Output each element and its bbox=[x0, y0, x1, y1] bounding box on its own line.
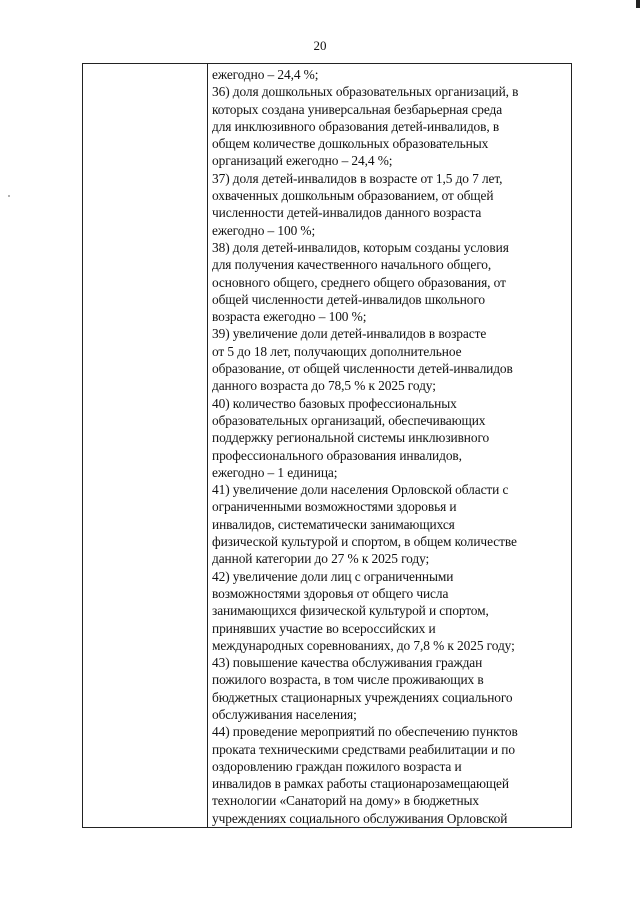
text-line: для получения качественного начального общего, bbox=[212, 257, 492, 273]
text-line: возраста ежегодно – 100 %; bbox=[212, 309, 367, 325]
text-line: охваченных дошкольным образованием, от общей bbox=[212, 188, 494, 204]
document-table bbox=[82, 63, 572, 828]
text-line: инвалидов, систематически занимающихся bbox=[212, 516, 455, 532]
text-line: бюджетных стационарных учреждениях социального bbox=[212, 689, 513, 705]
text-line: международных соревнованиях, до 7,8 % к 2025 году; bbox=[212, 637, 515, 653]
text-line: данной категории до 27 % к 2025 году; bbox=[212, 551, 430, 567]
scan-edge-mark bbox=[636, 0, 640, 8]
table-left-cell bbox=[83, 64, 208, 827]
text-line: 44) проведение мероприятий по обеспечению пунктов bbox=[212, 724, 518, 740]
text-line: организаций ежегодно – 24,4 %; bbox=[212, 153, 393, 169]
text-line: от 5 до 18 лет, получающих дополнительное bbox=[212, 343, 462, 359]
text-line: проката техническими средствами реабилитации и по bbox=[212, 741, 515, 757]
text-line: численности детей-инвалидов данного возраста bbox=[212, 205, 482, 221]
text-line: технологии «Санаторий на дому» в бюджетных bbox=[212, 793, 480, 809]
text-line: принявших участие во всероссийских и bbox=[212, 620, 436, 636]
text-line: 42) увеличение доли лиц с ограниченными bbox=[212, 568, 454, 584]
text-line: возможностями здоровья от общего числа bbox=[212, 585, 449, 601]
page-number: 20 bbox=[313, 38, 327, 53]
text-line: обслуживания населения; bbox=[212, 706, 357, 722]
text-line: для инклюзивного образования детей-инвалидов, в bbox=[212, 118, 500, 134]
text-line: инвалидов в рамках работы стационарозамещающей bbox=[212, 776, 509, 792]
text-line: основного общего, среднего общего образования, от bbox=[212, 274, 506, 290]
text-line: ежегодно – 24,4 %; bbox=[212, 67, 319, 82]
text-line: поддержку региональной системы инклюзивного bbox=[212, 430, 490, 446]
text-line: 40) количество базовых профессиональных bbox=[212, 395, 457, 411]
text-line: образование, от общей численности детей-инвалидов bbox=[212, 361, 513, 377]
text-line: ограниченными возможностями здоровья и bbox=[212, 499, 457, 515]
text-line: общей численности детей-инвалидов школьного bbox=[212, 291, 486, 307]
text-line: общем количестве дошкольных образовательных bbox=[212, 136, 489, 152]
text-line: оздоровлению граждан пожилого возраста и bbox=[212, 758, 462, 774]
text-line: физической культурой и спортом, в общем количестве bbox=[212, 534, 517, 550]
text-line: пожилого возраста, в том числе проживающих в bbox=[212, 672, 484, 688]
text-line: которых создана универсальная безбарьерная среда bbox=[212, 101, 503, 117]
text-line: учреждениях социального обслуживания Орловской bbox=[212, 810, 508, 826]
text-line: профессионального образования инвалидов, bbox=[212, 447, 462, 463]
text-line: 37) доля детей-инвалидов в возрасте от 1,5 до 7 лет, bbox=[212, 170, 503, 186]
text-line: данного возраста до 78,5 % к 2025 году; bbox=[212, 378, 436, 394]
text-line: занимающихся физической культурой и спортом, bbox=[212, 603, 489, 619]
text-line: ежегодно – 100 %; bbox=[212, 222, 316, 238]
text-line: 41) увеличение доли населения Орловской области с bbox=[212, 482, 509, 498]
text-line: 36) доля дошкольных образовательных организаций, в bbox=[212, 84, 519, 100]
scan-dot bbox=[8, 195, 10, 197]
text-line: 38) доля детей-инвалидов, которым созданы условия bbox=[212, 239, 509, 255]
table-right-cell bbox=[208, 64, 571, 827]
text-line: ежегодно – 1 единица; bbox=[212, 464, 338, 480]
text-line: 39) увеличение доли детей-инвалидов в возрасте bbox=[212, 326, 487, 342]
text-line: 43) повышение качества обслуживания граждан bbox=[212, 655, 483, 671]
text-line: образовательных организаций, обеспечивающих bbox=[212, 412, 486, 428]
